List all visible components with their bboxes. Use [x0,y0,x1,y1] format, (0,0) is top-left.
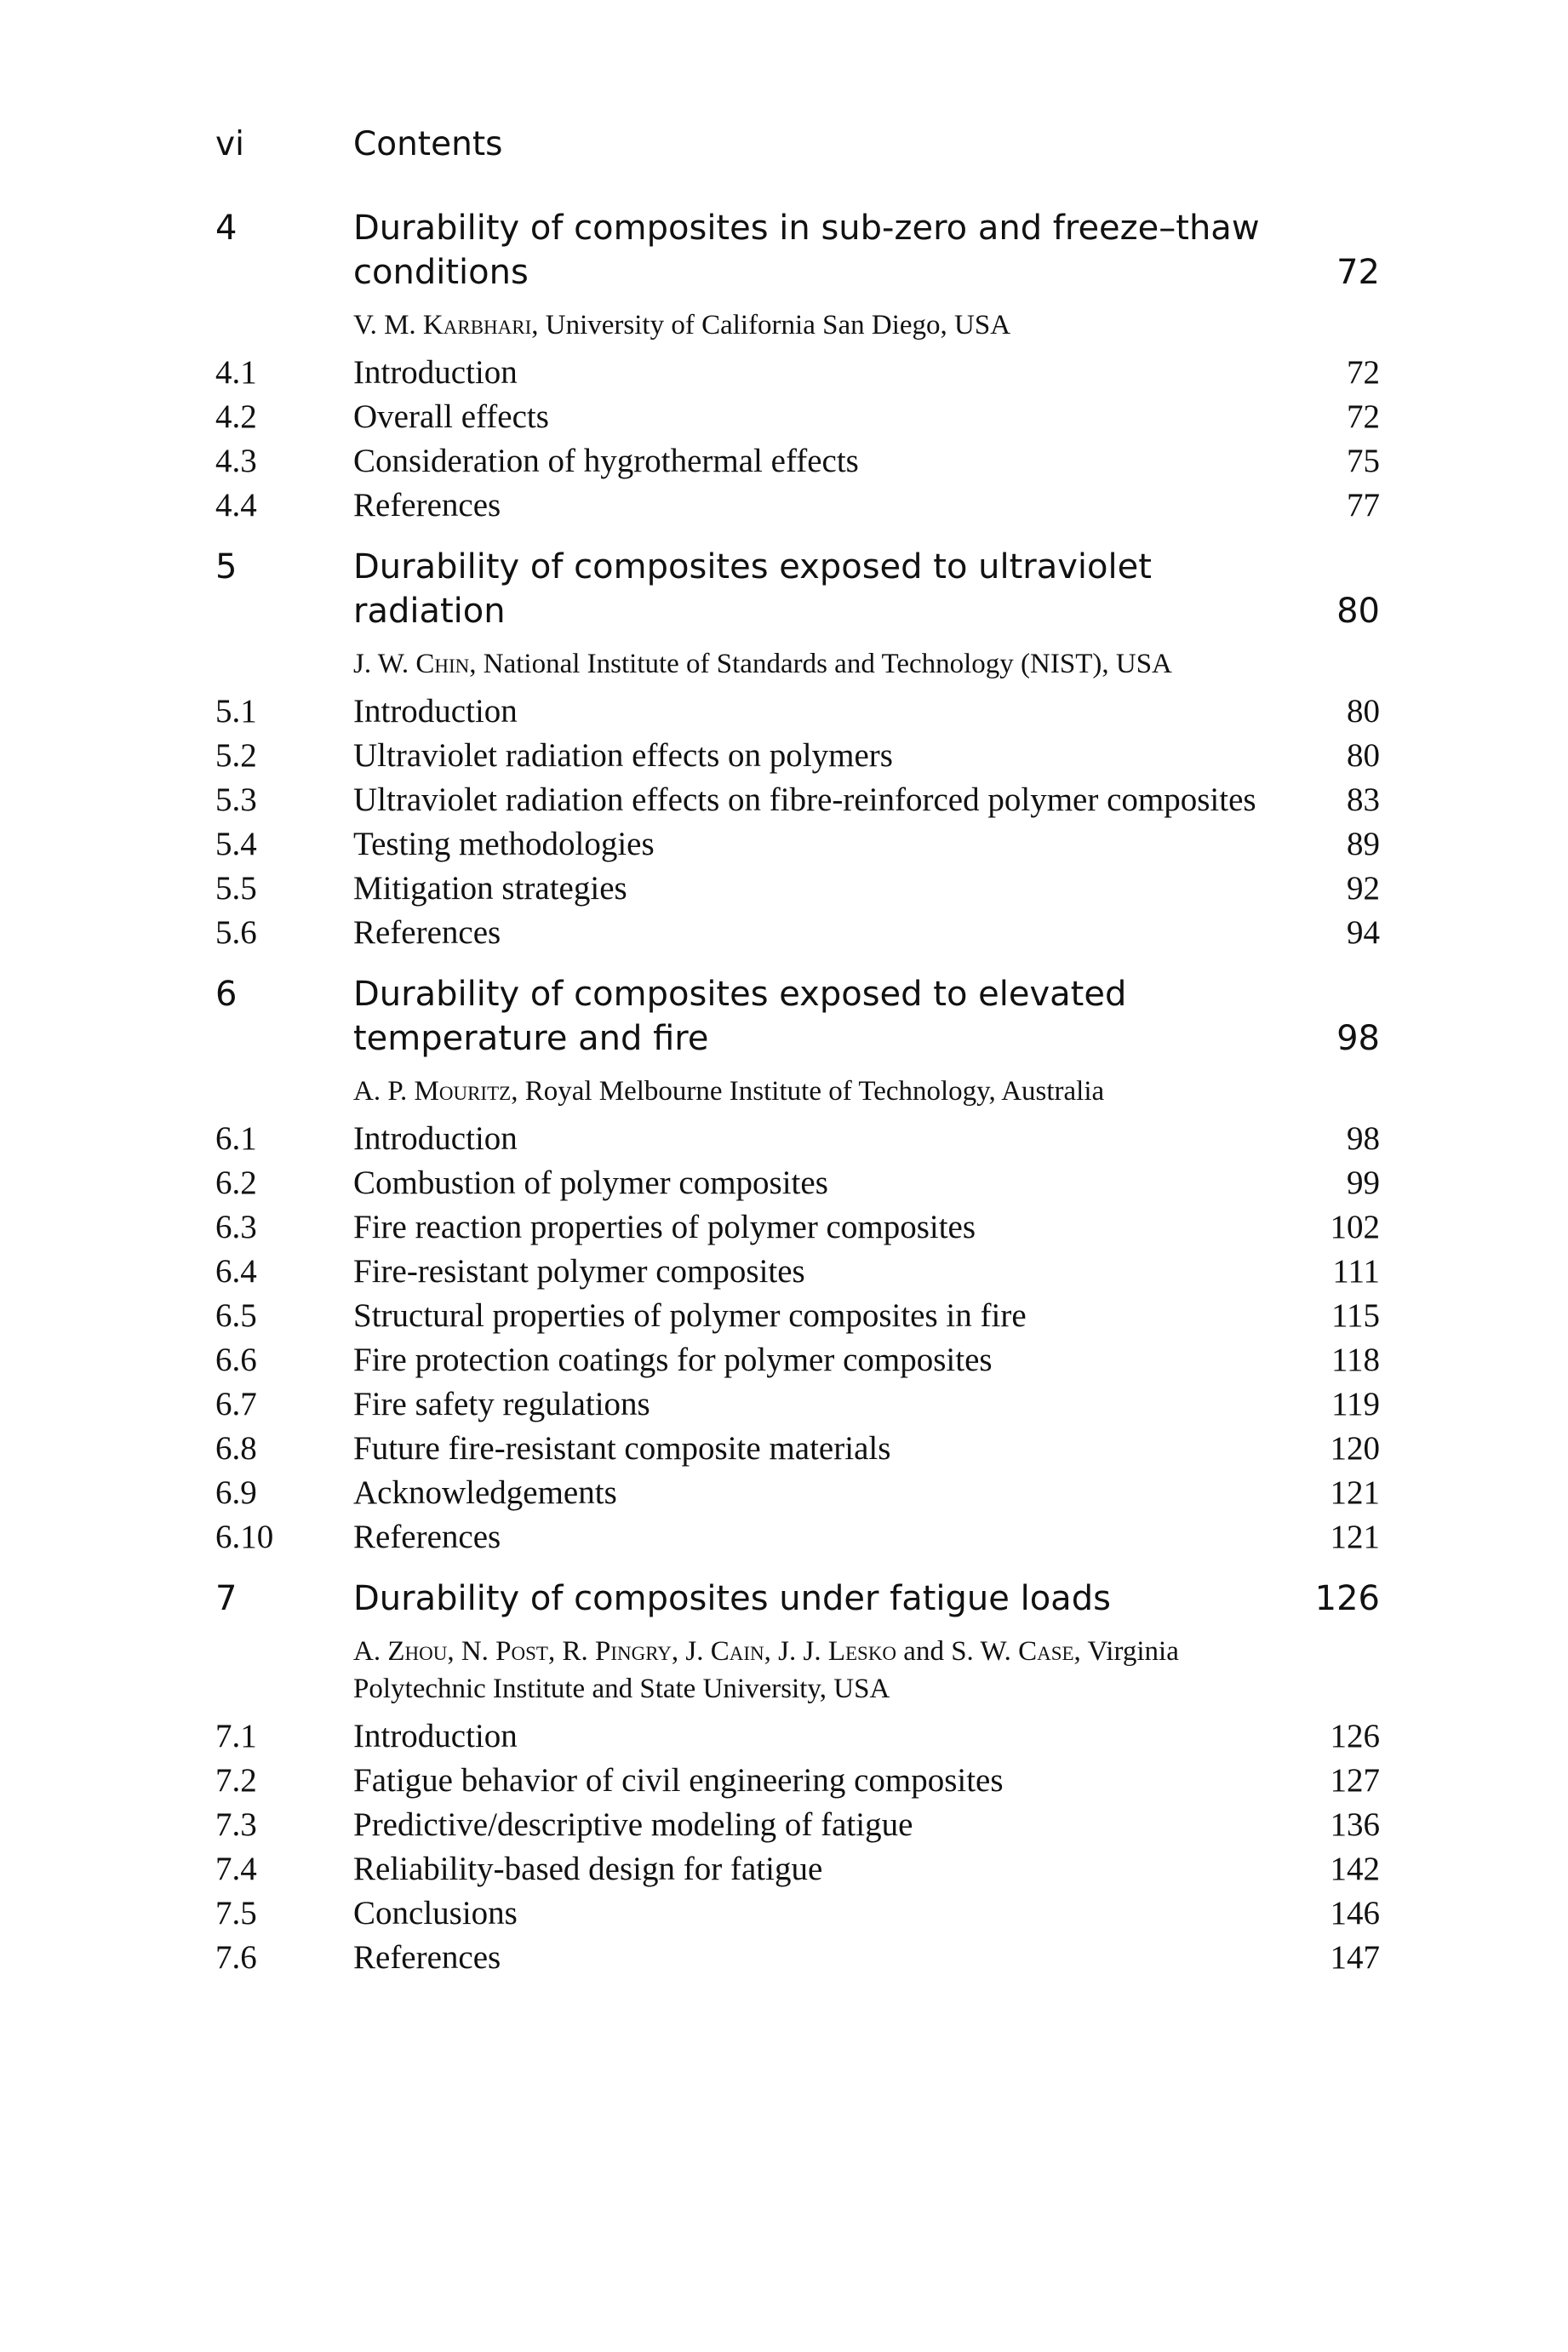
toc-entry[interactable] [215,439,1380,484]
toc-entry[interactable] [215,911,1380,955]
section-number: 6.6 [215,1342,257,1378]
section-number: 6.2 [215,1165,257,1201]
chapter-title: Durability of composites in sub-zero and freeze–thaw conditions [353,209,1260,292]
chapter-page: 80 [1336,592,1380,631]
section-page: 72 [1347,398,1380,435]
section-page: 72 [1347,354,1380,391]
section-title: Fire protection coatings for polymer composites [353,1342,993,1378]
section-page: 121 [1330,1474,1380,1511]
section-title: References [353,1519,501,1555]
author-affiliation: Virginia Polytechnic Institute and State University, USA [353,1636,1179,1704]
section-page: 127 [1330,1762,1380,1799]
toc-entry[interactable] [215,1471,1380,1515]
section-number: 4.4 [215,487,257,524]
chapter-heading[interactable] [215,206,1380,295]
toc-entry[interactable] [215,1847,1380,1891]
running-head [215,119,1407,170]
section-page: 92 [1347,870,1380,907]
section-page: 99 [1347,1165,1380,1201]
section-number: 5.6 [215,914,257,951]
chapter-title: Durability of composites under fatigue loads [353,1579,1111,1618]
section-title: Mitigation strategies [353,870,627,907]
toc-entry[interactable] [215,1250,1380,1294]
toc-entry[interactable] [215,351,1380,395]
section-number: 5.1 [215,693,257,730]
section-title: Fire safety regulations [353,1386,650,1422]
section-number: 6.5 [215,1297,257,1334]
section-page: 80 [1347,693,1380,730]
author-name: A. Zhou [353,1636,448,1667]
section-title: Ultraviolet radiation effects on polymers [353,737,893,774]
section-page: 83 [1347,781,1380,818]
toc-entry[interactable] [215,1515,1380,1559]
author-affiliation: National Institute of Standards and Technology (NIST), USA [483,649,1172,679]
section-title: Introduction [353,1120,518,1157]
toc-entry[interactable] [215,484,1380,528]
chapter-title: Durability of composites exposed to elevated temperature and fire [353,975,1127,1058]
section-page: 111 [1332,1253,1380,1290]
section-page: 102 [1330,1209,1380,1245]
section-number: 6.7 [215,1386,257,1422]
toc-entry[interactable] [215,1803,1380,1847]
chapter-6 [215,972,1380,1559]
toc-entry[interactable] [215,1427,1380,1471]
section-number: 7.5 [215,1895,257,1931]
toc-entry[interactable] [215,1294,1380,1338]
section-page: 77 [1347,487,1380,524]
section-page: 98 [1347,1120,1380,1157]
section-title: Overall effects [353,398,549,435]
section-number: 5.3 [215,781,257,818]
section-number: 6.1 [215,1120,257,1157]
section-title: Testing methodologies [353,826,655,862]
section-title: Future fire-resistant composite materials [353,1430,891,1467]
author-name: V. M. Karbhari [353,310,532,340]
author-name: S. W. Case [951,1636,1074,1667]
page-number: vi [215,125,244,163]
running-title: Contents [353,125,503,163]
chapter-authors: A. Zhou, N. Post, R. Pingry, J. Cain, J. J. Lesko and S. W. Case, Virginia Polytechnic Institute and State University, USA [353,1636,1179,1704]
author-name: N. Post [461,1636,548,1667]
toc-entry[interactable] [215,1117,1380,1161]
section-page: 89 [1347,826,1380,862]
toc-entry[interactable] [215,1936,1380,1980]
toc-entry[interactable] [215,778,1380,822]
chapter-page: 98 [1336,1019,1380,1058]
section-number: 4.3 [215,443,257,479]
toc-entry[interactable] [215,822,1380,867]
section-title: Fatigue behavior of civil engineering composites [353,1762,1004,1799]
section-page: 120 [1330,1430,1380,1467]
chapter-authors: V. M. Karbhari, University of California San Diego, USA [353,310,1011,340]
author-name: A. P. Mouritz [353,1076,512,1107]
section-number: 6.10 [215,1519,274,1555]
section-page: 136 [1330,1806,1380,1843]
section-number: 6.4 [215,1253,257,1290]
chapter-heading[interactable] [215,972,1380,1061]
section-title: Reliability-based design for fatigue [353,1851,823,1887]
section-number: 7.6 [215,1939,257,1976]
chapter-7 [215,1577,1380,1980]
section-page: 94 [1347,914,1380,951]
table-of-contents [215,206,1380,1997]
author-name: J. Cain [685,1636,764,1667]
section-number: 4.1 [215,354,257,391]
section-number: 7.2 [215,1762,257,1799]
section-number: 7.1 [215,1718,257,1754]
section-title: Predictive/descriptive modeling of fatigue [353,1806,913,1843]
section-number: 5.5 [215,870,257,907]
author-name: J. W. Chin [353,649,470,679]
section-title: References [353,1939,501,1976]
section-number: 4.2 [215,398,257,435]
author-affiliation: Royal Melbourne Institute of Technology, Australia [524,1076,1105,1107]
section-page: 118 [1331,1342,1380,1378]
chapter-number: 4 [215,209,237,248]
section-number: 6.9 [215,1474,257,1511]
section-page: 80 [1347,737,1380,774]
section-number: 5.4 [215,826,257,862]
toc-entry[interactable] [215,867,1380,911]
toc-entry[interactable] [215,1759,1380,1803]
chapter-5 [215,545,1380,955]
section-title: Structural properties of polymer composites in fire [353,1297,1027,1334]
section-title: Introduction [353,693,518,730]
section-number: 6.3 [215,1209,257,1245]
section-title: Fire reaction properties of polymer composites [353,1209,976,1245]
section-page: 147 [1330,1939,1380,1976]
section-title: Combustion of polymer composites [353,1165,828,1201]
toc-entry[interactable] [215,734,1380,778]
chapter-heading[interactable] [215,545,1380,633]
chapter-4 [215,206,1380,528]
section-title: Fire-resistant polymer composites [353,1253,805,1290]
section-page: 146 [1330,1895,1380,1931]
section-number: 7.3 [215,1806,257,1843]
section-title: Acknowledgements [353,1474,617,1511]
toc-entry[interactable] [215,1891,1380,1936]
toc-entry[interactable] [215,1382,1380,1427]
author-affiliation: University of California San Diego, USA [545,310,1011,340]
chapter-number: 5 [215,547,237,587]
section-title: References [353,487,501,524]
section-page: 119 [1331,1386,1380,1422]
chapter-page: 126 [1314,1579,1380,1618]
toc-entry[interactable] [215,690,1380,734]
chapter-title: Durability of composites exposed to ultraviolet radiation [353,547,1152,631]
chapter-authors: J. W. Chin, National Institute of Standards and Technology (NIST), USA [353,649,1172,679]
section-page: 75 [1347,443,1380,479]
toc-entry[interactable] [215,1338,1380,1382]
section-title: Consideration of hygrothermal effects [353,443,859,479]
section-title: Introduction [353,354,518,391]
section-page: 142 [1330,1851,1380,1887]
section-title: Conclusions [353,1895,518,1931]
section-number: 5.2 [215,737,257,774]
chapter-authors: A. P. Mouritz, Royal Melbourne Institute of Technology, Australia [353,1076,1105,1107]
chapter-number: 7 [215,1579,237,1618]
author-name: R. Pingry [562,1636,672,1667]
chapter-page: 72 [1336,253,1380,292]
toc-entry[interactable] [215,1205,1380,1250]
section-number: 6.8 [215,1430,257,1467]
chapter-number: 6 [215,975,237,1014]
toc-entry[interactable] [215,1161,1380,1205]
section-page: 115 [1331,1297,1380,1334]
author-name: J. J. Lesko [778,1636,897,1667]
section-title: References [353,914,501,951]
section-page: 126 [1330,1718,1380,1754]
chapter-heading[interactable] [215,1577,1380,1621]
section-number: 7.4 [215,1851,257,1887]
section-title: Ultraviolet radiation effects on fibre-reinforced polymer composites [353,781,1256,818]
section-page: 121 [1330,1519,1380,1555]
section-title: Introduction [353,1718,518,1754]
toc-entry[interactable] [215,1714,1380,1759]
toc-entry[interactable] [215,395,1380,439]
